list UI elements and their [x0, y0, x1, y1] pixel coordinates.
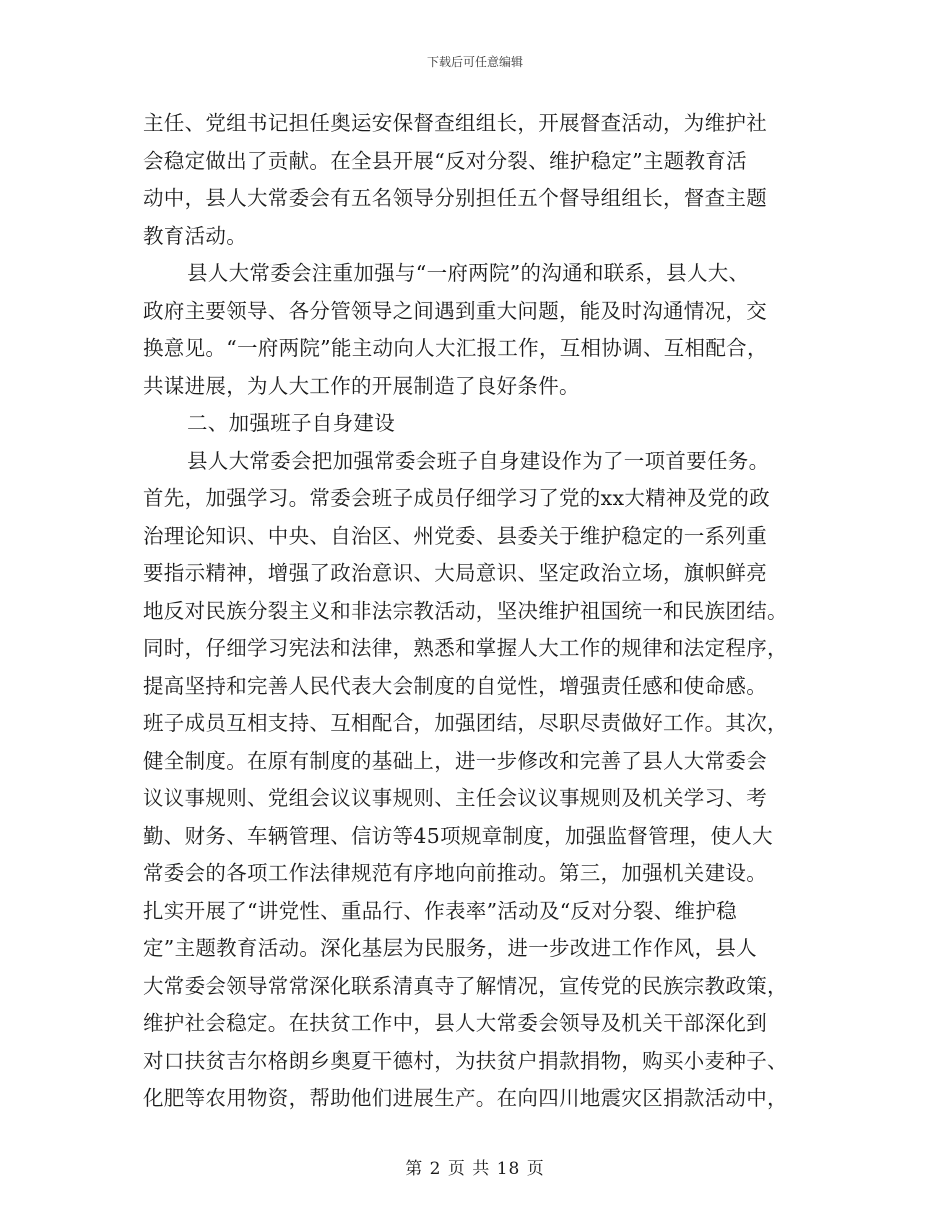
text-line: 提高坚持和完善人民代表大会制度的自觉性，增强责任感和使命感。	[143, 673, 767, 698]
text-line: 换意见。“一府两院”能主动向人大汇报工作，互相协调、互相配合，	[143, 336, 768, 360]
text-line: 常委会的各项工作法律规范有序地向前推动。第三，加强机关建设。	[143, 861, 767, 885]
text-line: 地反对民族分裂主义和非法宗教活动，坚决维护祖国统一和民族团结。	[143, 598, 788, 623]
text-line: 化肥等农用物资，帮助他们进展生产。在向四川地震灾区捐款活动中，	[143, 1086, 788, 1110]
text-line: 教育活动。	[143, 223, 247, 248]
text-line: 班子成员互相支持、互相配合，加强团结，尽职尽责做好工作。其次，	[143, 711, 788, 735]
page-footer: 第 2 页 共 18 页	[405, 1159, 545, 1179]
text-line: 勤、财务、车辆管理、信访等45项规章制度，加强监督管理，使人大	[143, 823, 773, 848]
document-body	[143, 105, 803, 1118]
page-header: 下载后可任意编辑	[426, 55, 523, 69]
text-line: 定”主题教育活动。深化基层为民服务，进一步改进工作作风，县人	[143, 936, 757, 960]
text-line: 共谋进展，为人大工作的开展制造了良好条件。	[143, 373, 580, 398]
text-line: 动中，县人大常委会有五名领导分别担任五个督导组组长，督查主题	[143, 186, 767, 210]
text-line: 扎实开展了“讲党性、重品行、作表率”活动及“反对分裂、维护稳	[143, 898, 737, 923]
text-line: 健全制度。在原有制度的基础上，进一步修改和完善了县人大常委会	[143, 748, 767, 773]
text-line: 县人大常委会注重加强与“一府两院”的沟通和联系，县人大、	[187, 261, 750, 285]
text-line: 要指示精神，增强了政治意识、大局意识、坚定政治立场，旗帜鲜亮	[143, 561, 767, 585]
text-line: 政府主要领导、各分管领导之间遇到重大问题，能及时沟通情况，交	[143, 298, 767, 323]
text-line: 二、加强班子自身建设	[187, 411, 395, 435]
text-line: 同时，仔细学习宪法和法律，熟悉和掌握人大工作的规律和法定程序，	[143, 636, 788, 660]
text-line: 大常委会领导常常深化联系清真寺了解情况，宣传党的民族宗教政策，	[143, 973, 788, 998]
text-line: 会稳定做出了贡献。在全县开展“反对分裂、维护稳定”主题教育活	[143, 148, 747, 173]
text-line: 县人大常委会把加强常委会班子自身建设作为了一项首要任务。	[187, 448, 770, 473]
text-line: 治理论知识、中央、自治区、州党委、县委关于维护稳定的一系列重	[143, 523, 767, 548]
text-line: 议议事规则、党组会议议事规则、主任会议议事规则及机关学习、考	[143, 786, 767, 810]
text-line: 主任、党组书记担任奥运安保督查组组长，开展督查活动，为维护社	[143, 111, 767, 135]
text-line: 维护社会稳定。在扶贫工作中，县人大常委会领导及机关干部深化到	[143, 1011, 767, 1035]
text-line: 首先，加强学习。常委会班子成员仔细学习了党的xx大精神及党的政	[143, 486, 770, 510]
text-line: 对口扶贫吉尔格朗乡奥夏干德村，为扶贫户捐款捐物，购买小麦种子、	[143, 1048, 788, 1073]
